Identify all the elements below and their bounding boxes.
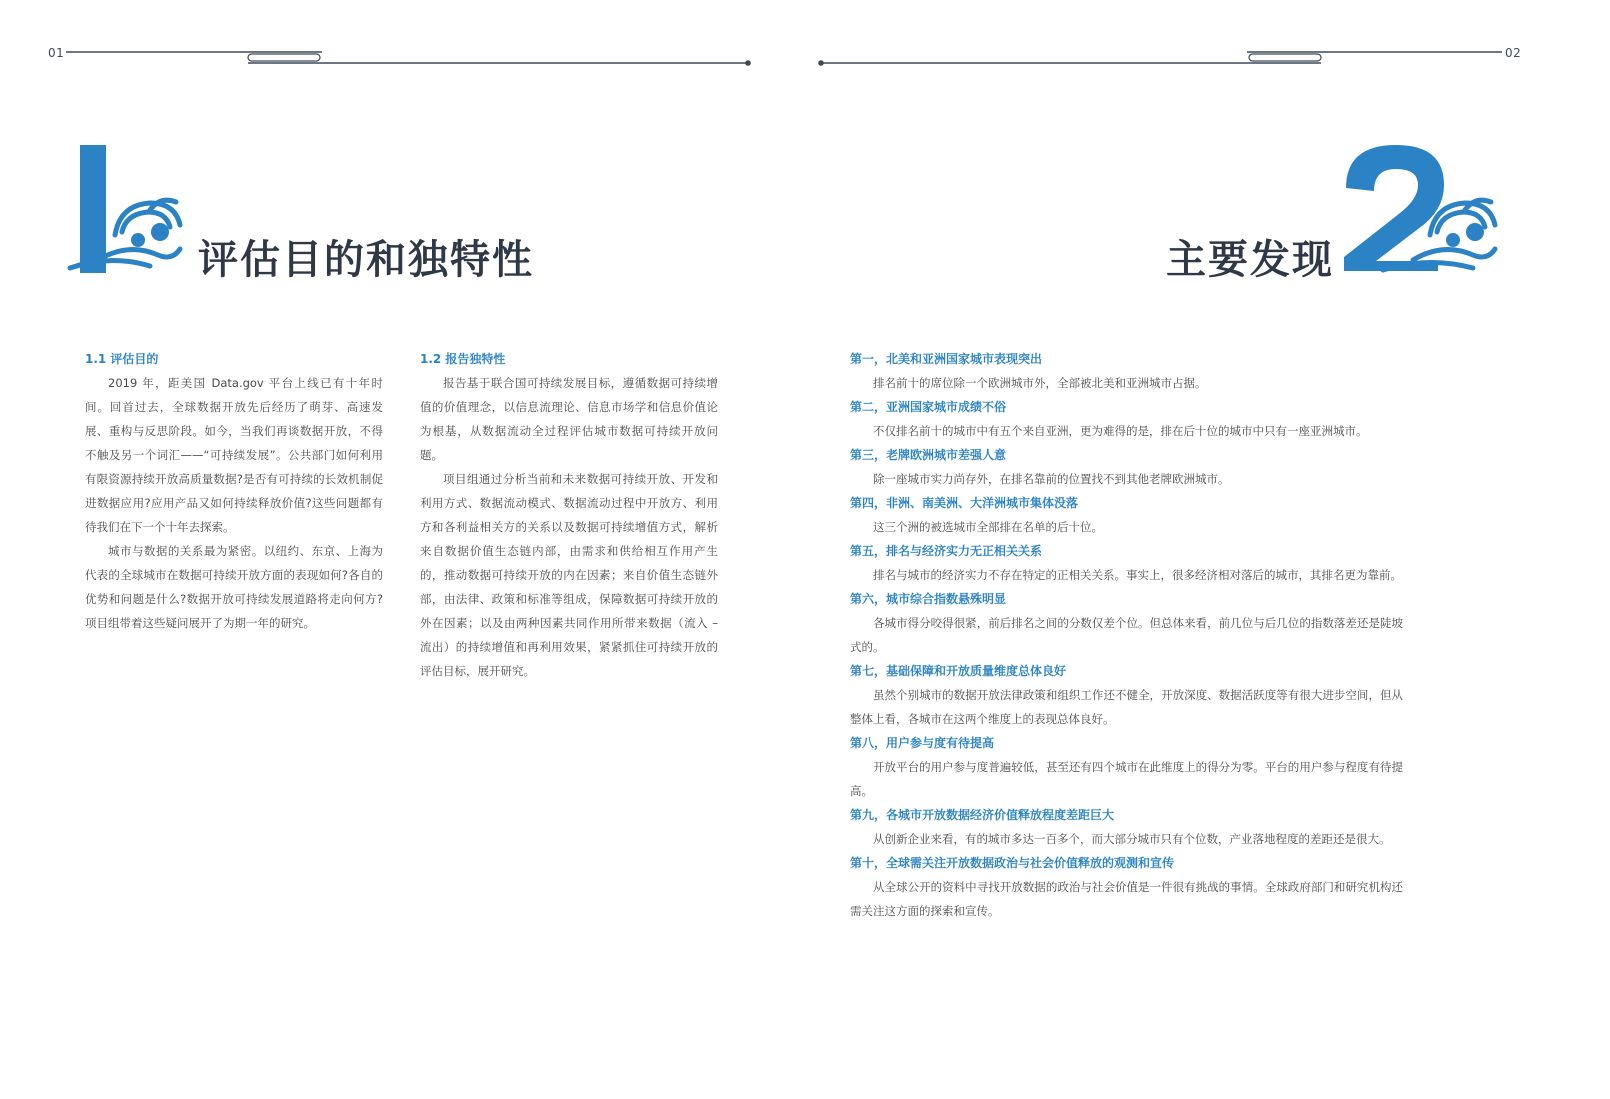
- finding-body: 虽然个别城市的数据开放法律政策和组织工作还不健全，开放深度、数据活跃度等有很大进步空间，但从整体上看，各城市在这两个维度上的表现总体良好。: [850, 688, 1403, 726]
- chapter-title-right: 主要发现: [1166, 236, 1334, 283]
- finding-body: 从创新企业来看，有的城市多达一百多个，而大部分城市只有个位数，产业落地程度的差距还是很大。: [873, 832, 1391, 846]
- finding-heading: 第八，用户参与度有待提高: [850, 736, 995, 750]
- finding-heading: 第七，基础保障和开放质量维度总体良好: [850, 664, 1067, 678]
- chapter-title-left: 评估目的和独特性: [198, 236, 534, 283]
- chapter-number-2-emblem: [1338, 140, 1508, 285]
- list-item: [850, 803, 1403, 851]
- finding-heading: 第五，排名与经济实力无正相关关系: [850, 544, 1043, 558]
- finding-body: 不仅排名前十的城市中有五个来自亚洲，更为难得的是，排在后十位的城市中只有一座亚洲城市。: [873, 424, 1368, 438]
- finding-body: 开放平台的用户参与度普遍较低，甚至还有四个城市在此维度上的得分为零。平台的用户参与程度有待提高。: [850, 760, 1403, 798]
- list-item: [850, 731, 1403, 803]
- finding-heading: 第一，北美和亚洲国家城市表现突出: [850, 352, 1043, 366]
- header-rule-left: [0, 40, 805, 75]
- list-item: [850, 539, 1403, 587]
- list-item: [850, 491, 1403, 539]
- finding-heading: 第九，各城市开放数据经济价值释放程度差距巨大: [850, 808, 1115, 822]
- finding-body: 排名与城市的经济实力不存在特定的正相关关系。事实上，很多经济相对落后的城市，其排名更为靠前。: [873, 568, 1402, 582]
- paragraph: 项目组通过分析当前和未来数据可持续开放、开发和利用方式、数据流动模式、数据流动过程中开放方、利用方和各利益相关方的关系以及数据可持续增值方式，解析来自数据价值生态链内部，由需求和供给相互作用产生的，推动数据可持续开放的内在因素；来自价值生态链外部，由法律、政策和标准等组成，保障数据可持续开放的外在因素；以及由两种因素共同作用所带来数据（流入 – 流出）的持续增值和再利用效果，紧紧抓住可持续开放的评估目标，展开研究。: [420, 472, 718, 678]
- paragraph: 报告基于联合国可持续发展目标，遵循数据可持续增值的价值理念，以信息流理论、信息市场学和信息价值论为根基，从数据流动全过程评估城市数据可持续开放问题。: [420, 376, 718, 462]
- list-item: [850, 587, 1403, 659]
- header-rule-right: [805, 40, 1610, 75]
- section-heading: 1.2 报告独特性: [420, 352, 506, 366]
- finding-heading: 第二，亚洲国家城市成绩不俗: [850, 400, 1007, 414]
- list-item: [850, 443, 1403, 491]
- finding-body: 排名前十的席位除一个欧洲城市外，全部被北美和亚洲城市占据。: [873, 376, 1207, 390]
- section-2-column: [420, 347, 718, 683]
- finding-heading: 第十，全球需关注开放数据政治与社会价值释放的观测和宣传: [850, 856, 1175, 870]
- section-heading: 1.1 评估目的: [85, 352, 159, 366]
- list-item: [850, 395, 1403, 443]
- page-number-left: 01: [48, 46, 65, 60]
- list-item: [850, 659, 1403, 731]
- finding-body: 各城市得分咬得很紧，前后排名之间的分数仅差个位。但总体来看，前几位与后几位的指数落差还是陡坡式的。: [850, 616, 1403, 654]
- finding-body: 从全球公开的资料中寻找开放数据的政治与社会价值是一件很有挑战的事情。全球政府部门和研究机构还需关注这方面的探索和宣传。: [850, 880, 1403, 918]
- finding-heading: 第四，非洲、南美洲、大洋洲城市集体没落: [850, 496, 1079, 510]
- finding-heading: 第三，老牌欧洲城市差强人意: [850, 448, 1007, 462]
- section-1-column: [85, 347, 383, 635]
- finding-heading: 第六，城市综合指数悬殊明显: [850, 592, 1007, 606]
- list-item: [850, 851, 1403, 923]
- findings-list: [850, 347, 1403, 923]
- paragraph: 城市与数据的关系最为紧密。以纽约、东京、上海为代表的全球城市在数据可持续开放方面的表现如何?各自的优势和问题是什么?数据开放可持续发展道路将走向何方?项目组带着这些疑问展开了为期一年的研究。: [85, 544, 383, 630]
- finding-body: 除一座城市实力尚存外，在排名靠前的位置找不到其他老牌欧洲城市。: [873, 472, 1230, 486]
- page-number-right: 02: [1505, 46, 1522, 60]
- finding-body: 这三个洲的被选城市全部排在名单的后十位。: [873, 520, 1103, 534]
- list-item: [850, 347, 1403, 395]
- chapter-number-1-emblem: [60, 140, 190, 285]
- paragraph: 2019 年，距美国 Data.gov 平台上线已有十年时间。回首过去，全球数据开放先后经历了萌芽、高速发展、重构与反思阶段。如今，当我们再谈数据开放，不得不触及另一个词汇——“可持续发展”。公共部门如何利用有限资源持续开放高质量数据?是否有可持续的长效机制促进数据应用?应用产品又如何持续释放价值?这些问题都有待我们在下一个十年去探索。: [85, 376, 383, 534]
